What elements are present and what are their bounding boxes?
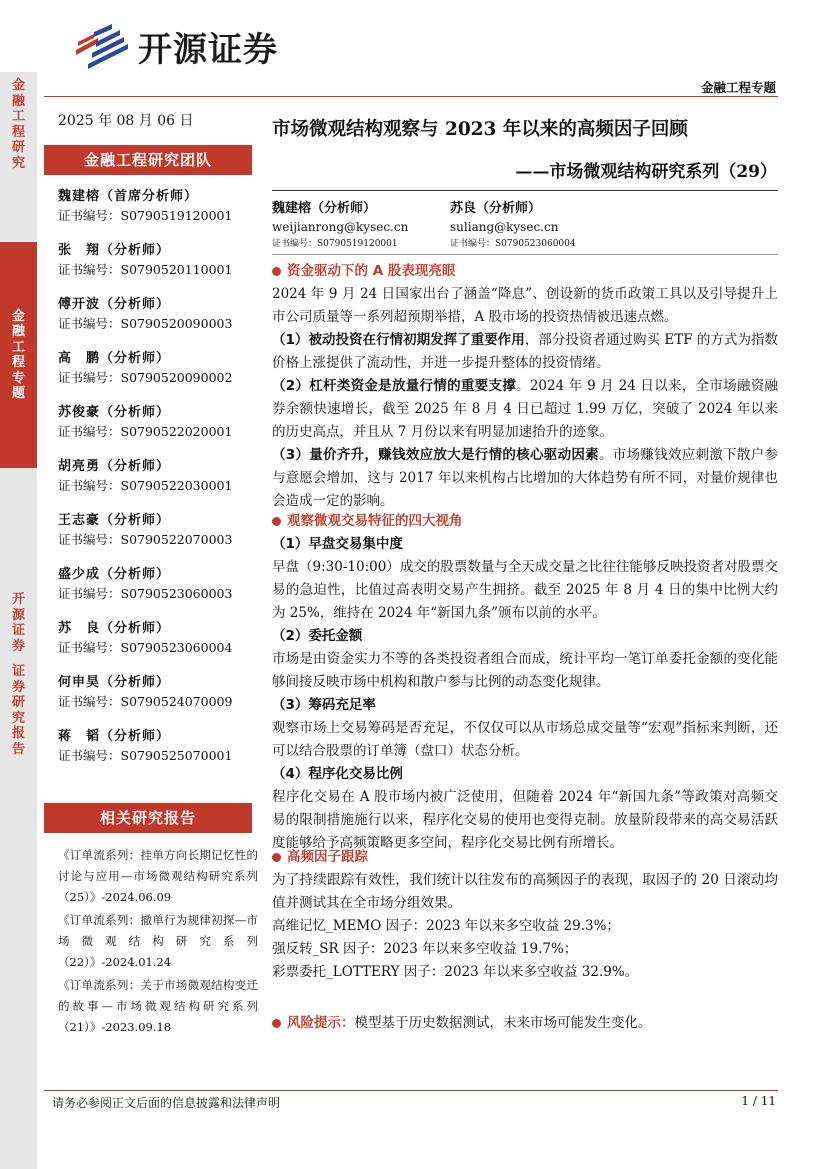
author-email[interactable]: weijianrong@kysec.cn <box>272 220 409 234</box>
analyst-entry <box>58 188 258 242</box>
strip-char: 告 <box>11 741 25 757</box>
paragraph-lead: （3）量价齐升，赚钱效应放大是行情的核心驱动因素 <box>272 447 599 463</box>
paragraph-body: 。2024 年 9 月 24 日以来，全市场融资融券余额快速增长，截至 2025 年 8 月 4 日已超过 1.99 万亿，突破了 2024 年以来的历史高点，并且从 7 月份以来有明显加速抬升的迹象。 <box>272 378 778 440</box>
analyst-entry <box>58 296 258 350</box>
section-heading-text: 高频因子跟踪 <box>287 849 368 865</box>
author-divider <box>272 254 778 255</box>
analyst-entry <box>58 404 258 458</box>
team-title: 金融工程研究团队 <box>44 145 252 175</box>
analyst-name: 苏 良（分析师） <box>58 621 171 636</box>
logo-mark-icon <box>72 24 130 70</box>
related-report-item[interactable]: 《订单流系列：撤单行为规律初探—市场微观结构研究系列（22）》-2024.01.24 <box>58 913 258 969</box>
bullet-icon <box>272 267 281 276</box>
section-tag: 金融工程专题 <box>700 80 776 95</box>
strip-char: 源 <box>11 607 25 623</box>
author-email[interactable]: suliang@kysec.cn <box>450 220 559 234</box>
section-heading-text: 资金驱动下的 A 股表现亮眼 <box>287 263 456 279</box>
analyst-cert: 证书编号：S0790524070009 <box>58 694 233 709</box>
side-strip-top <box>0 78 37 171</box>
strip-char: 专 <box>11 370 25 386</box>
paragraph: 早盘（9:30-10:00）成交的股票数量与全天成交量之比往往能够反映投资者对股票交易的急迫性，比值过高表明交易产生拥挤。截至 2025 年 8 月 4 日的集中比例大约为 25%，维持在 2024 年“新国九条”颁布以前的水平。 <box>272 559 778 621</box>
strip-char: 程 <box>11 355 25 370</box>
paragraph: 程序化交易在 A 股市场内被广泛使用，但随着 2024 年“新国九条”等政策对高频交易的限制措施施行以来，程序化交易的使用也变得克制。放量阶段带来的高交易活跃度能够给予高频策略更多空间，程序化交易比例有所增长。 <box>272 789 778 851</box>
report-title: 市场微观结构观察与 2023 年以来的高频因子回顾 <box>272 119 688 140</box>
brand-logo <box>72 22 278 71</box>
strip-char: 券 <box>11 679 25 695</box>
author-block <box>450 200 576 251</box>
author-cert: 证书编号：S0790523060004 <box>450 239 576 249</box>
related-report-item[interactable]: 《订单流系列：挂单方向长期记忆性的讨论与应用—市场微观结构研究系列（25）》-2024.06.09 <box>58 848 258 904</box>
footer-disclaimer: 请务必参阅正文后面的信息披露和法律声明 <box>52 1096 281 1110</box>
section-factor-tracking <box>272 846 778 984</box>
paragraph: 观察市场上交易筹码是否充足，不仅仅可以从市场总成交量等“宏观”指标来判断，还可以结合股票的订单簿（盘口）状态分析。 <box>272 720 778 759</box>
factor-line: 彩票委托_LOTTERY 因子：2023 年以来多空收益 32.9%。 <box>272 964 639 980</box>
paragraph <box>272 444 778 513</box>
analyst-entry <box>58 620 258 674</box>
analyst-entry <box>58 674 258 728</box>
side-strip-bottom <box>0 592 37 757</box>
analyst-cert: 证书编号：S0790523060004 <box>58 640 233 655</box>
paragraph: 2024 年 9 月 24 日国家出台了涵盖“降息”、创设新的货币政策工具以及引导提升上市公司质量等一系列超预期举措，A 股市场的投资热情被迅速点燃。 <box>272 286 778 325</box>
analyst-name: 苏俊豪（分析师） <box>58 405 171 420</box>
analyst-name: 胡亮勇（分析师） <box>58 459 171 474</box>
section-heading <box>272 510 778 533</box>
analyst-entry <box>58 350 258 404</box>
analyst-name: 傅开波（分析师） <box>58 297 171 312</box>
paragraph-body: ，部分投资者通过购买 ETF 的方式为指数价格上涨提供了流动性，并进一步提升整体的投资情绪。 <box>272 332 778 371</box>
report-subtitle: ——市场微观结构研究系列（29） <box>515 162 777 182</box>
analyst-name: 蒋 韬（分析师） <box>58 729 171 744</box>
analyst-name: 盛少成（分析师） <box>58 567 171 582</box>
brand-name: 开源证券 <box>138 30 278 70</box>
strip-char: 程 <box>11 124 25 140</box>
risk-label: 风险提示： <box>287 1015 355 1031</box>
strip-char: 证 <box>11 664 25 679</box>
strip-char: 券 <box>11 638 25 654</box>
paragraph: 为了持续跟踪有效性，我们统计以往发布的高频因子的表现，取因子的 20 日滚动均值并测试其在全市场分组效果。 <box>272 872 778 911</box>
bullet-icon <box>272 1019 281 1028</box>
related-reports-title: 相关研究报告 <box>44 803 252 833</box>
analyst-cert: 证书编号：S0790522030001 <box>58 478 233 493</box>
paragraph <box>272 375 778 444</box>
section-heading <box>272 260 778 283</box>
risk-text: 模型基于历史数据测试，未来市场可能发生变化。 <box>354 1015 652 1031</box>
section-heading-text: 观察微观交易特征的四大视角 <box>287 513 463 529</box>
subheading: （2）委托金额 <box>272 628 363 644</box>
section-four-perspectives <box>272 510 778 855</box>
bullet-icon <box>272 853 281 862</box>
analyst-name: 张 翔（分析师） <box>58 243 171 258</box>
analyst-name: 王志豪（分析师） <box>58 513 171 528</box>
paragraph-lead: （1）被动投资在行情初期发挥了重要作用 <box>272 332 525 348</box>
factor-line: 高维记忆_MEMO 因子：2023 年以来多空收益 29.3%； <box>272 918 620 934</box>
strip-char <box>16 654 21 664</box>
strip-char: 工 <box>11 109 25 124</box>
strip-char: 工 <box>11 339 25 355</box>
author-name: 魏建榕（分析师） <box>272 201 377 216</box>
analyst-entry <box>58 728 258 782</box>
paragraph <box>272 329 778 375</box>
related-report-item[interactable]: 《订单流系列：关于市场微观结构变迁的故事—市场微观结构研究系列（21）》-2023.09.18 <box>58 978 258 1034</box>
analyst-cert: 证书编号：S0790520090002 <box>58 370 233 385</box>
analyst-entry <box>58 458 258 512</box>
analyst-cert: 证书编号：S0790520110001 <box>58 262 233 277</box>
section-capital-driven <box>272 260 778 513</box>
strip-char: 证 <box>11 623 25 638</box>
analyst-cert: 证书编号：S0790523060003 <box>58 586 233 601</box>
analyst-name: 何申昊（分析师） <box>58 675 171 690</box>
paragraph: 市场是由资金实力不等的各类投资者组合而成，统计平均一笔订单委托金额的变化能够间接反映市场中机构和散户参与比例的动态变化规律。 <box>272 651 778 690</box>
strip-char: 融 <box>11 324 25 339</box>
analyst-cert: 证书编号：S0790525070001 <box>58 748 233 763</box>
side-strip-middle <box>0 242 37 468</box>
author-name: 苏良（分析师） <box>450 201 542 216</box>
analyst-name: 魏建榕（首席分析师） <box>58 189 199 204</box>
title-divider <box>272 190 778 191</box>
footer-divider <box>44 1090 778 1091</box>
analyst-entry <box>58 566 258 620</box>
paragraph-lead: （2）杠杆类资金是放量行情的重要支撑 <box>272 378 517 394</box>
subheading: （3）筹码充足率 <box>272 697 376 713</box>
risk-line <box>272 1012 778 1035</box>
strip-char: 研 <box>11 695 25 710</box>
author-block <box>272 200 408 251</box>
subheading: （1）早盘交易集中度 <box>272 536 403 552</box>
subheading: （4）程序化交易比例 <box>272 766 403 782</box>
strip-char: 题 <box>11 386 25 401</box>
analyst-name: 高 鹏（分析师） <box>58 351 171 366</box>
strip-char: 报 <box>11 726 25 741</box>
factor-line: 强反转_SR 因子：2023 年以来多空收益 19.7%； <box>272 941 578 957</box>
section-heading <box>272 846 778 869</box>
strip-char: 究 <box>11 710 25 726</box>
analyst-entry <box>58 242 258 296</box>
bullet-icon <box>272 517 281 526</box>
author-cert: 证书编号：S0790519120001 <box>272 239 398 249</box>
strip-char: 开 <box>11 592 25 607</box>
strip-char: 融 <box>11 93 25 109</box>
strip-char: 金 <box>11 308 25 324</box>
risk-warning <box>272 1012 778 1035</box>
analyst-cert: 证书编号：S0790519120001 <box>58 208 233 223</box>
report-date: 2025 年 08 月 06 日 <box>58 113 194 129</box>
analyst-list <box>58 188 258 782</box>
strip-char: 究 <box>11 155 25 171</box>
analyst-entry <box>58 512 258 566</box>
analyst-cert: 证书编号：S0790522070003 <box>58 532 233 547</box>
related-reports-list <box>58 845 258 1040</box>
header-divider <box>44 96 778 97</box>
paragraph-body: 。市场赚钱效应刺激下散户参与意愿会增加，这与 2017 年以来机构占比增加的大体趋势有所不同，对量价规律也会造成一定的影响。 <box>272 447 778 509</box>
analyst-cert: 证书编号：S0790522020001 <box>58 424 233 439</box>
analyst-cert: 证书编号：S0790520090003 <box>58 316 233 331</box>
page-number: 1 / 11 <box>741 1094 776 1108</box>
strip-char: 研 <box>11 140 25 155</box>
strip-char: 金 <box>11 78 25 93</box>
